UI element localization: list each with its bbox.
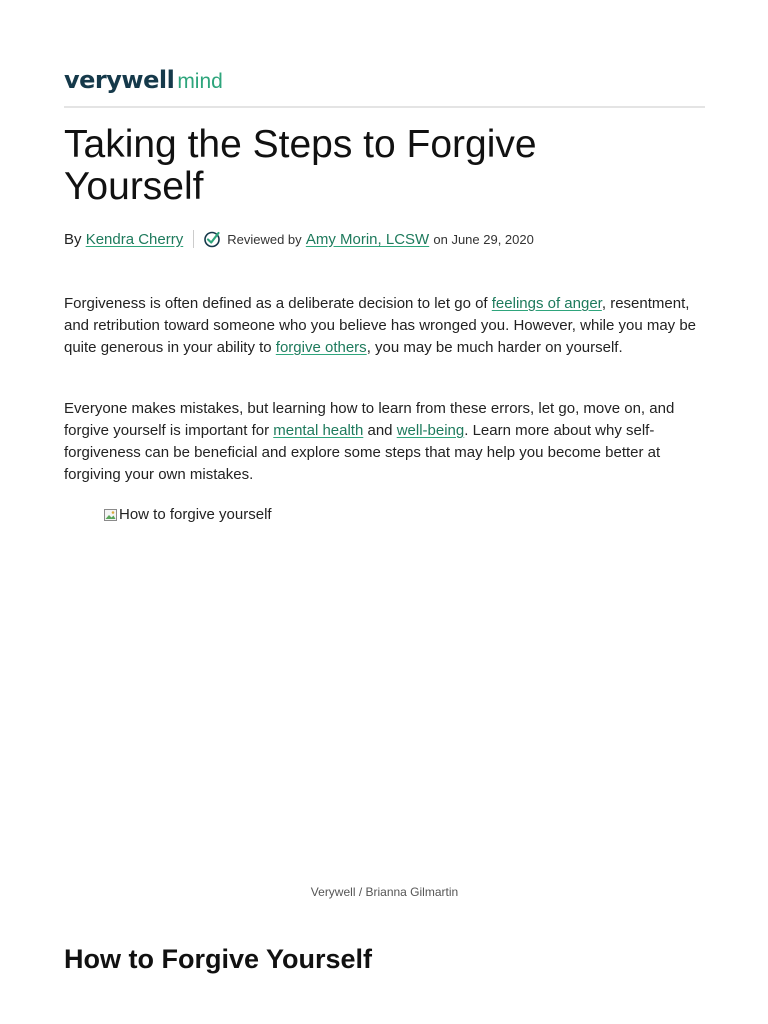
p1-text-2: , resentment, and retribution toward someone who you believe has wronged you. However, while you may be quite generous in your ability to	[64, 295, 697, 356]
logo-brand: verywell	[64, 66, 175, 94]
link-feelings-of-anger[interactable]: feelings of anger	[491, 295, 602, 312]
logo-sub: mind	[177, 70, 223, 93]
paragraph-mistakes	[64, 398, 705, 486]
p2-text-1: Everyone makes mistakes, but learning how to learn from these errors, let go, move on, and forgive yourself is important for	[64, 400, 675, 439]
site-logo[interactable]	[64, 66, 223, 100]
image-caption: Verywell / Brianna Gilmartin	[310, 885, 459, 899]
byline	[64, 228, 534, 250]
paragraph-intro	[64, 293, 705, 359]
reviewed-by-label: Reviewed by	[227, 231, 302, 247]
author-link[interactable]: Kendra Cherry	[85, 230, 184, 248]
link-forgive-others[interactable]: forgive others	[275, 339, 367, 356]
byline-by: By	[64, 230, 82, 248]
p1-text-3: , you may be much harder on yourself.	[366, 339, 623, 356]
section-heading: How to Forgive Yourself	[64, 944, 373, 974]
article-image	[103, 506, 272, 523]
image-alt-text: How to forgive yourself	[119, 506, 272, 523]
p2-text-2: and	[363, 422, 397, 439]
review-date: on June 29, 2020	[433, 231, 534, 247]
header-divider	[64, 106, 705, 108]
p1-text-1: Forgiveness is often defined as a deliberate decision to let go of	[64, 295, 492, 312]
p2-text-3: . Learn more about why self-forgiveness can be beneficial and explore some steps that may help you become better at forgiving your own mistakes.	[64, 422, 661, 483]
check-circle-icon	[203, 230, 221, 248]
reviewer-link[interactable]: Amy Morin, LCSW	[305, 230, 430, 248]
byline-divider	[193, 230, 194, 248]
broken-image-icon	[103, 507, 119, 523]
article-title: Taking the Steps to Forgive Yourself	[64, 123, 537, 208]
link-mental-health[interactable]: mental health	[273, 422, 364, 439]
link-well-being[interactable]: well-being	[396, 422, 465, 439]
